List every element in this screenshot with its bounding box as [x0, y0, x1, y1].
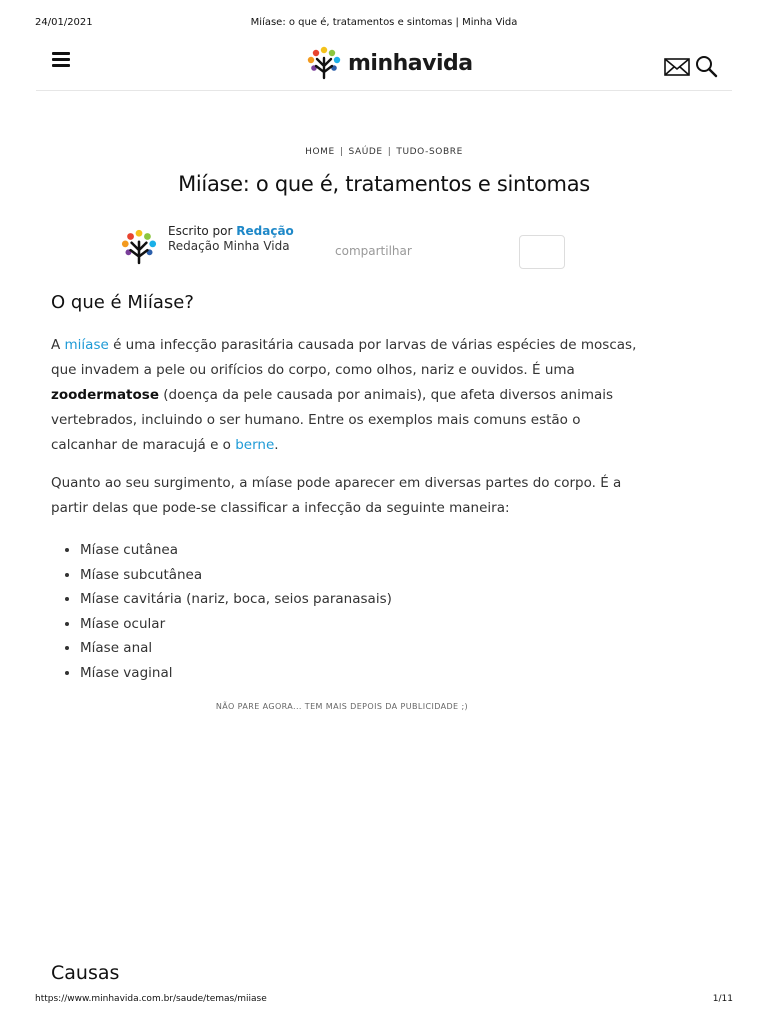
text-span: A [51, 337, 65, 353]
list-item: • Míase cavitária (nariz, boca, seios paranasais) [80, 587, 392, 612]
miiase-link[interactable]: miíase [64, 337, 109, 353]
minhavida-flower-icon [306, 46, 342, 80]
types-list [51, 538, 392, 685]
breadcrumb-home[interactable]: HOME [305, 147, 335, 157]
print-url: https://www.minhavida.com.br/saude/temas/miiase [35, 994, 267, 1004]
print-header [35, 17, 733, 31]
berne-link[interactable]: berne [235, 437, 275, 453]
brand-wordmark: minhavida [348, 50, 473, 76]
list-item: • Míase ocular [80, 612, 392, 637]
causes-heading: Causas [51, 962, 120, 982]
author-line [168, 224, 294, 238]
ad-notice: NÃO PARE AGORA... TEM MAIS DEPOIS DA PUBLICIDADE ;) [215, 702, 469, 711]
print-page-title: Miíase: o que é, tratamentos e sintomas | Minha Vida [250, 17, 518, 28]
author-link[interactable]: Redação [236, 224, 294, 238]
paragraph-text: Quanto ao seu surgimento, a míase pode aparecer em diversas partes do corpo. É a partir delas que pode-se classificar a infecção da seguinte maneira: [51, 475, 622, 516]
breadcrumb-saude[interactable]: SAÚDE [348, 147, 383, 157]
text-span: (doença da pele causada por animais), que afeta diversos animais vertebrados, incluindo o ser humano. Entre os exemplos mais comuns estão o calcanhar de maracujá e o [51, 387, 614, 453]
text-span: é uma infecção parasitária causada por larvas de várias espécies de moscas, que invadem a pele ou orifícios do corpo, como olhos, nariz e ouvidos. É uma [51, 337, 637, 378]
section-heading: O que é Miíase? [51, 292, 194, 313]
list-item: • Míase subcutânea [80, 563, 392, 588]
intro-paragraph [51, 333, 641, 458]
site-header [36, 40, 732, 91]
page-count: 1/11 [712, 994, 733, 1004]
print-footer [35, 994, 733, 1008]
breadcrumb-tudo-sobre[interactable]: TUDO-SOBRE [396, 147, 463, 157]
share-label: compartilhar [335, 244, 412, 258]
author-avatar-icon [120, 228, 158, 266]
text-span: . [274, 437, 279, 453]
search-icon[interactable] [694, 54, 718, 78]
list-item: • Míase cutânea [80, 538, 392, 563]
list-item: • Míase vaginal [80, 661, 392, 686]
envelope-icon[interactable] [664, 57, 690, 77]
author-prefix: Escrito por [168, 224, 233, 238]
share-button[interactable] [519, 235, 565, 269]
print-date: 24/01/2021 [35, 17, 93, 28]
breadcrumb: HOME | SAÚDE | TUDO-SOBRE [305, 147, 463, 157]
classification-paragraph [51, 471, 641, 521]
author-org: Redação Minha Vida [168, 239, 290, 253]
site-logo[interactable] [306, 46, 473, 80]
list-item: • Míase anal [80, 636, 392, 661]
article-title: Miíase: o que é, tratamentos e sintomas [178, 172, 590, 196]
hamburger-menu-icon[interactable] [52, 52, 70, 68]
bold-term: zoodermatose [51, 387, 159, 403]
